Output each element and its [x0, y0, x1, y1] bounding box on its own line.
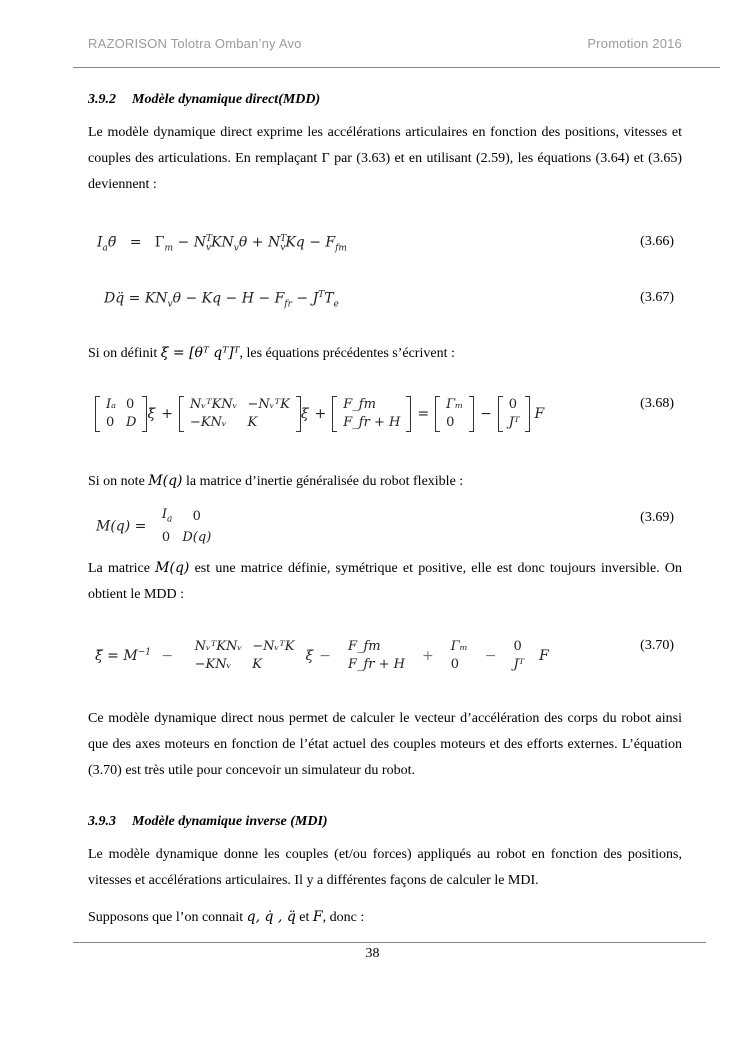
vector-jacobian: 0 Jᵀ [498, 396, 531, 432]
vector-jacobian-inverse: 0 Jᵀ [513, 639, 525, 672]
header-author: RAZORISON Tolotra Omban’ny Avo [88, 36, 302, 51]
intro-paragraph: Le modèle dynamique direct exprime les accélérations articulaires en fonction des positions, vitesses et couples des articulations. En remplaçant Γ par (3.63) et en utilisant (2.59), les équations (3.64) et (3.65) deviennent : [88, 125, 682, 192]
mdi-intro-paragraph: Le modèle dynamique donne les couples (et/ou forces) appliqués au robot en fonction des positions, vitesses et accélérations articulaires. Il y a différentes façons de calculer le MDI. [88, 847, 682, 888]
page-header [88, 36, 682, 56]
suppose-paragraph: Supposons que l’on connait q, q̇ , q̈ et F, donc : [88, 909, 365, 925]
equation-number-3-68: (3.68) [640, 396, 674, 411]
page-number: 38 [365, 946, 380, 961]
matrix-stiffness-inverse: NᵥᵀKNᵥ −NᵥᵀK −KNᵥ K [194, 639, 295, 672]
equation-number-3-66: (3.66) [640, 234, 674, 249]
header-promotion: Promotion 2016 [587, 36, 682, 51]
equation-3-67: Dq̈ = $KN_v\theta - Kq - H - F_{fr} - J^TT_e$ [104, 290, 339, 310]
matrix-M: $I_a$ 0 0 D(q) [161, 507, 212, 545]
equation-number-3-69: (3.69) [640, 510, 674, 525]
xi-definition-paragraph: Si on définit ξ = [θᵀ qᵀ]ᵀ, les équations précédentes s’écrivent : [88, 345, 455, 361]
equation-number-3-70: (3.70) [640, 638, 674, 653]
equation-3-69: M(q) = $I_a$ 0 0 D(q) [96, 506, 222, 547]
footer-rule [73, 942, 706, 943]
vector-torque-inverse: Γₘ 0 [450, 639, 468, 672]
section-heading-3-9-3 [88, 814, 328, 830]
section-title: Modèle dynamique direct(MDD) [132, 92, 321, 107]
header-rule [73, 67, 720, 68]
section-heading-3-9-2 [88, 92, 320, 108]
section-number: 3.9.2 [88, 92, 116, 107]
usefulness-paragraph: Ce modèle dynamique direct nous permet de calculer le vecteur d’accélération des corps du robot ainsi que des axes moteurs en fonction de l’état actuel des couples moteurs et des efforts externes. L’équation (3.70) est très utile pour concevoir un simulateur du robot. [88, 711, 682, 778]
equation-3-66: $I_a\thetä$ = $\Gamma_m - N^T_vKN_v\theta + N^T_vKq - F_{fm}$ [97, 234, 347, 254]
mdd-paragraph: La matrice M(q) est une matrice définie, symétrique et positive, elle est donc toujours inversible. On obtient le MDD : [88, 560, 682, 602]
vector-torque: Γₘ 0 [435, 396, 474, 432]
section-number: 3.9.3 [88, 814, 116, 829]
equation-3-68: Iₐ 0 0 D ξ̈ + NᵥᵀKNᵥ −NᵥᵀK −KNᵥ K ξ + F_fm F_fr + H = Γₘ 0 − 0 Jᵀ F [95, 396, 544, 432]
section-title: Modèle dynamique inverse (MDI) [132, 814, 328, 829]
matrix-inertia: Iₐ 0 0 D [95, 396, 147, 432]
vector-friction: F_fm F_fr + H [332, 396, 411, 432]
vector-friction-inverse: F_fm F_fr + H [347, 639, 406, 672]
equation-3-70: ξ̈ = $M^{-1}$ − NᵥᵀKNᵥ −NᵥᵀK −KNᵥ K ξ − F_fm F_fr + H + Γₘ 0 − 0 Jᵀ F [95, 639, 549, 672]
inertia-paragraph: Si on note M(q) la matrice d’inertie généralisée du robot flexible : [88, 473, 464, 489]
matrix-stiffness: NᵥᵀKNᵥ −NᵥᵀK −KNᵥ K [179, 396, 301, 432]
equation-number-3-67: (3.67) [640, 290, 674, 305]
